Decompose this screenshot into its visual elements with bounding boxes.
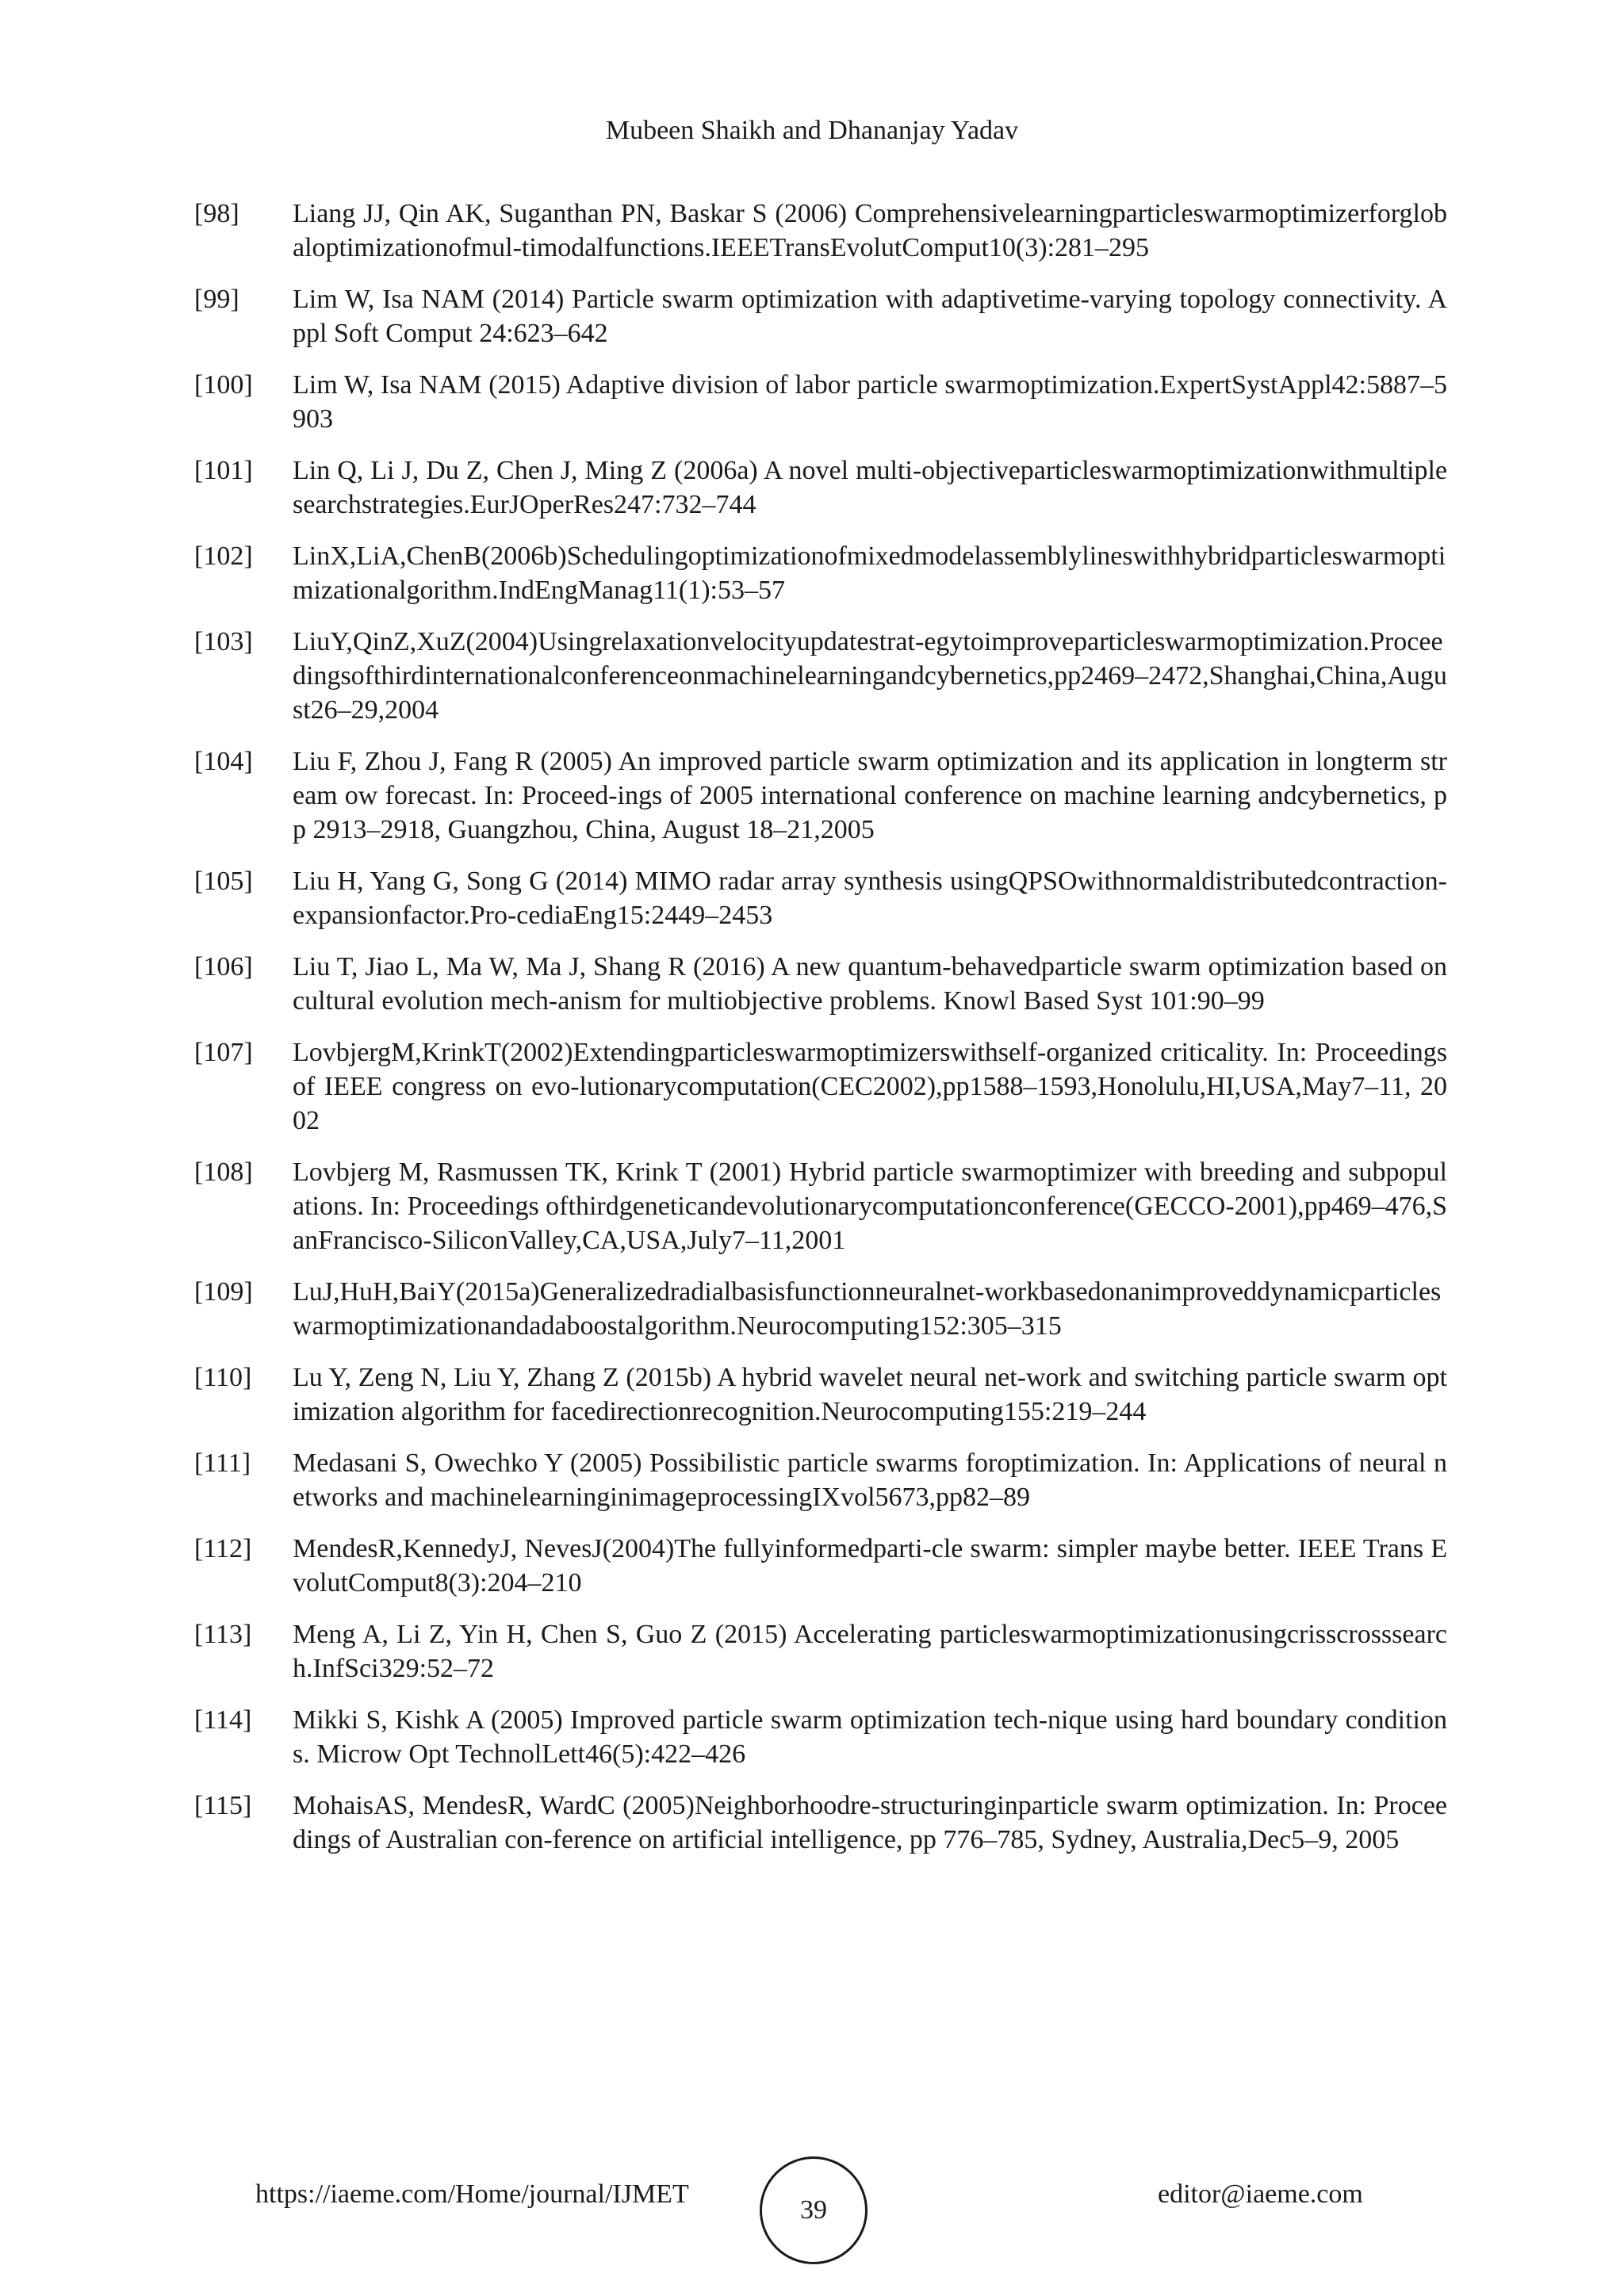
reference-entry	[194, 1703, 1447, 1771]
reference-number: [105]	[194, 867, 253, 896]
reference-text: Liu T, Jiao L, Ma W, Ma J, Shang R (2016) A new quantum-behavedparticle swarm optimization based on cultural evolution mech-anism for multiobjective problems. Knowl Based Syst 101:90–99	[293, 952, 1447, 1016]
reference-text: Liang JJ, Qin AK, Suganthan PN, Baskar S (2006) Comprehensivelearningparticleswarmoptimizerforglobaloptimizationofmul-timodalfunctions.IEEETransEvolutComput10(3):281–295	[293, 199, 1447, 262]
reference-text: Liu F, Zhou J, Fang R (2005) An improved particle swarm optimization and its application in longterm stream ow forecast. In: Proceed-ings of 2005 international conference on machine learning andcybernetics, pp 2913–2918, Guangzhou, China, August 18–21,2005	[293, 747, 1447, 844]
reference-number: [99]	[194, 285, 239, 314]
reference-entry	[194, 1789, 1447, 1857]
reference-text: LinX,LiA,ChenB(2006b)Schedulingoptimizationofmixedmodelassemblylineswithhybridparticleswarmoptimizationalgorithm.IndEngManag11(1):53–57	[293, 541, 1446, 605]
page-footer	[0, 2156, 1624, 2236]
reference-text: MohaisAS, MendesR, WardC (2005)Neighborhoodre-structuringinparticle swarm optimization. In: Proceedings of Australian con-ference on artificial intelligence, pp 776–785, Sydney, Australia,Dec5–9, 2005	[293, 1791, 1447, 1854]
reference-entry	[194, 744, 1447, 847]
reference-number: [100]	[194, 370, 253, 400]
reference-number: [101]	[194, 456, 253, 485]
reference-text: Lin Q, Li J, Du Z, Chen J, Ming Z (2006a) A novel multi-objectiveparticleswarmoptimizationwithmultiplesearchstrategies.EurJOperRes247:732–744	[293, 456, 1447, 519]
reference-number: [110]	[194, 1363, 252, 1392]
reference-number: [102]	[194, 541, 253, 571]
reference-number: [112]	[194, 1534, 252, 1563]
reference-entry	[194, 197, 1447, 265]
reference-entry	[194, 950, 1447, 1018]
reference-entry	[194, 1617, 1447, 1686]
reference-text: Lu Y, Zeng N, Liu Y, Zhang Z (2015b) A hybrid wavelet neural net-work and switching particle swarm optimization algorithm for facedirectionrecognition.Neurocomputing155:219–244	[293, 1363, 1447, 1426]
reference-text: Liu H, Yang G, Song G (2014) MIMO radar array synthesis usingQPSOwithnormaldistributedcontraction-expansionfactor.Pro-cediaEng15:2449–2453	[293, 867, 1447, 930]
reference-text: LovbjergM,KrinkT(2002)Extendingparticleswarmoptimizerswithself-organized criticality. In: Proceedings of IEEE congress on evo-lutionarycomputation(CEC2002),pp1588–1593,Honolulu,HI,USA,May7–11, 2002	[293, 1038, 1447, 1135]
reference-text: MendesR,KennedyJ, NevesJ(2004)The fullyinformedparti-cle swarm: simpler maybe better. IEEE Trans EvolutComput8(3):204–210	[293, 1534, 1447, 1598]
reference-entry	[194, 282, 1447, 350]
reference-number: [115]	[194, 1791, 252, 1820]
reference-entry	[194, 1446, 1447, 1514]
reference-number: [113]	[194, 1620, 252, 1649]
reference-entry	[194, 864, 1447, 932]
reference-list	[194, 197, 1447, 1874]
reference-number: [98]	[194, 199, 239, 228]
page-number: 39	[800, 2195, 827, 2225]
reference-text: Meng A, Li Z, Yin H, Chen S, Guo Z (2015) Accelerating particleswarmoptimizationusingcrisscrosssearch.InfSci329:52–72	[293, 1620, 1447, 1683]
reference-text: Lovbjerg M, Rasmussen TK, Krink T (2001) Hybrid particle swarmoptimizer with breeding and subpopulations. In: Proceedings ofthirdgeneticandevolutionarycomputationconference(GECCO-2001),pp469–476,SanFrancisco-SiliconValley,CA,USA,July7–11,2001	[293, 1158, 1447, 1255]
author-names: Mubeen Shaikh and Dhananjay Yadav	[605, 116, 1019, 145]
page-header	[0, 115, 1624, 147]
reference-text: LuJ,HuH,BaiY(2015a)Generalizedradialbasisfunctionneuralnet-workbasedonanimproveddynamicparticleswarmoptimizationandadaboostalgorithm.Neurocomputing152:305–315	[293, 1277, 1442, 1341]
reference-entry	[194, 1360, 1447, 1429]
reference-entry	[194, 1532, 1447, 1600]
reference-text: LiuY,QinZ,XuZ(2004)Usingrelaxationvelocityupdatestrat-egytoimproveparticleswarmoptimization.Proceedingsofthirdinternationalconferenceonmachinelearningandcybernetics,pp2469–2472,Shanghai,China,August26–29,2004	[293, 627, 1447, 725]
reference-entry	[194, 368, 1447, 436]
reference-entry	[194, 453, 1447, 522]
reference-number: [114]	[194, 1705, 252, 1735]
reference-number: [108]	[194, 1158, 253, 1187]
reference-number: [104]	[194, 747, 253, 776]
reference-number: [107]	[194, 1038, 253, 1067]
reference-text: Mikki S, Kishk A (2005) Improved particle swarm optimization tech-nique using hard boundary conditions. Microw Opt TechnolLett46(5):422–426	[293, 1705, 1447, 1769]
reference-text: Medasani S, Owechko Y (2005) Possibilistic particle swarms foroptimization. In: Applications of neural networks and machinelearninginimageprocessingIXvol5673,pp82–89	[293, 1448, 1447, 1512]
journal-url-link[interactable]: https://iaeme.com/Home/journal/IJMET	[255, 2179, 689, 2209]
reference-number: [109]	[194, 1277, 253, 1307]
reference-entry	[194, 1035, 1447, 1138]
reference-entry	[194, 539, 1447, 607]
reference-number: [103]	[194, 627, 253, 656]
reference-text: Lim W, Isa NAM (2014) Particle swarm optimization with adaptivetime-varying topology connectivity. Appl Soft Comput 24:623–642	[293, 285, 1447, 348]
reference-entry	[194, 1275, 1447, 1343]
page-number-badge	[760, 2156, 868, 2264]
reference-text: Lim W, Isa NAM (2015) Adaptive division of labor particle swarmoptimization.ExpertSystAppl42:5887–5903	[293, 370, 1447, 434]
editor-email-link[interactable]: editor@iaeme.com	[1158, 2179, 1363, 2209]
reference-number: [106]	[194, 952, 253, 982]
reference-number: [111]	[194, 1448, 251, 1478]
reference-entry	[194, 1155, 1447, 1257]
reference-entry	[194, 625, 1447, 727]
